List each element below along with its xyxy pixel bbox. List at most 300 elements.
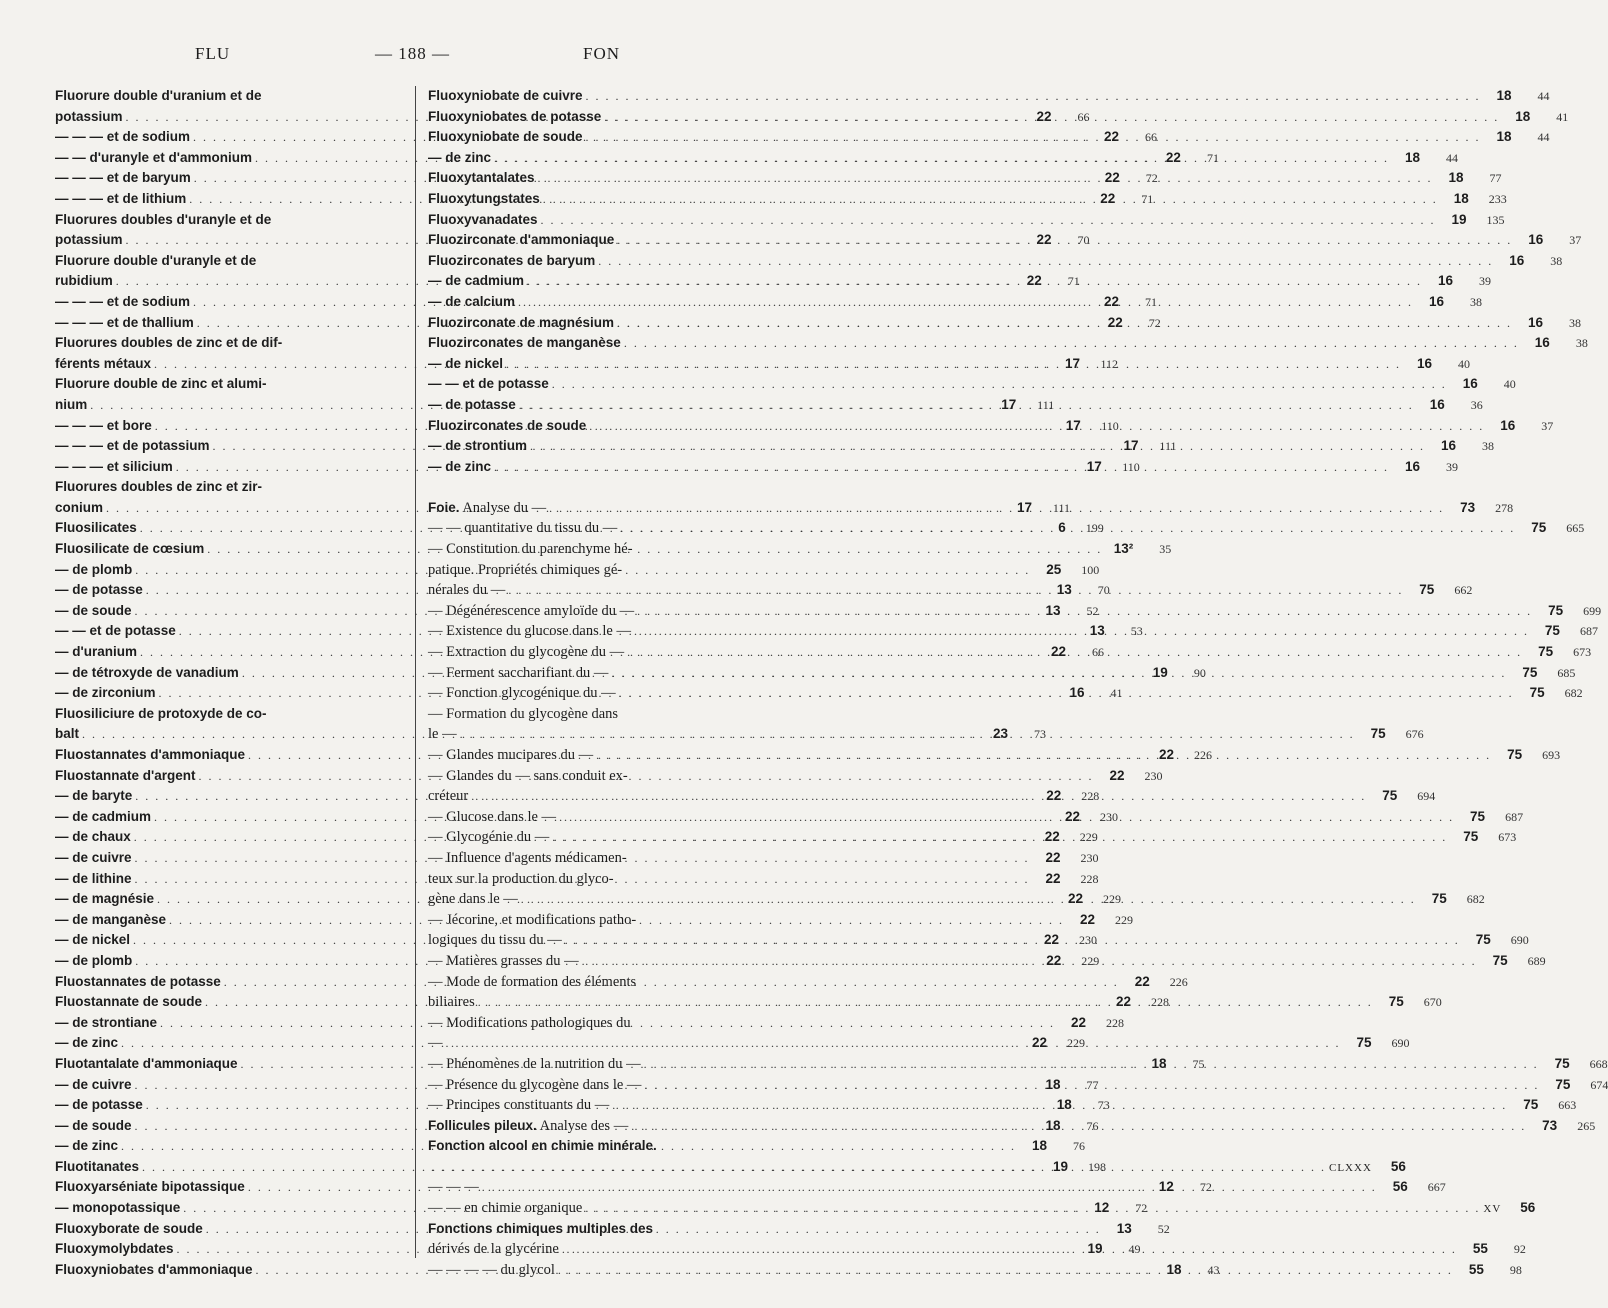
page-reference: 111 (1052, 500, 1071, 515)
index-entry (428, 251, 1563, 272)
leader-dots (604, 107, 1499, 128)
entry-term: Fonctions chimiques multiples des (428, 1220, 654, 1236)
page-reference: 35 (1159, 542, 1172, 557)
entry-term: Fluoxyvanadates (428, 211, 538, 227)
entry-term: — Matières grasses du — (428, 952, 579, 969)
index-entry (428, 1136, 782, 1157)
entry-term: gène dans le — (428, 891, 518, 908)
index-entry (428, 539, 782, 560)
index-entry (428, 848, 782, 869)
page-reference: 39 (1479, 274, 1492, 289)
entry-term: — — et de potasse (55, 623, 176, 639)
entry-term: — de cuivre (55, 1076, 132, 1092)
entry-term: — de potasse (55, 1097, 143, 1113)
volume-number: 16 (1509, 252, 1525, 268)
entry-term: balt (55, 726, 80, 742)
leader-dots (431, 1157, 1326, 1178)
leader-dots (617, 230, 1512, 251)
page-reference: 229 (1079, 830, 1098, 845)
page-reference: 39 (1446, 459, 1459, 474)
volume-number: 22 (1134, 973, 1150, 989)
page-reference: 71 (1141, 191, 1154, 206)
volume-number: 55 (1472, 1241, 1488, 1257)
leader-dots (644, 1075, 1539, 1096)
page-reference: 49 (1128, 1242, 1141, 1257)
leader-dots (549, 498, 1444, 519)
volume-number: 19 (1087, 1241, 1103, 1257)
leader-dots (518, 292, 1413, 313)
volume-number: 18 (1515, 108, 1531, 124)
page-reference: 135 (1486, 212, 1505, 227)
page-reference: 228 (1080, 871, 1099, 886)
page-reference: 71 (1067, 274, 1080, 289)
page-reference: 75 (1192, 1056, 1205, 1071)
page-reference: 229 (1115, 912, 1134, 927)
entry-term: — — — et bore (55, 417, 152, 433)
entry-term: — de soude (55, 602, 132, 618)
index-entry (428, 1013, 782, 1034)
volume-number: 19 (1052, 1158, 1069, 1174)
entry-term: Fluozirconates de manganèse (428, 335, 621, 351)
volume-number: 13 (1116, 1220, 1132, 1236)
leader-dots (478, 992, 1373, 1013)
page-reference: 52 (1157, 1221, 1170, 1236)
volume-number: 16 (1528, 314, 1544, 330)
entry-term: potassium (55, 108, 123, 124)
index-entry (428, 910, 782, 931)
page-reference: 230 (1144, 768, 1163, 783)
page-reference: 668 (1589, 1056, 1608, 1071)
leader-dots (624, 333, 1519, 354)
volume-number: 13 (1045, 602, 1061, 618)
entry-term: — Constitution du parenchyme hé- (428, 541, 633, 558)
volume-number: 22 (1031, 1035, 1048, 1051)
page-reference: 41 (1556, 109, 1569, 124)
volume-number: 22 (1116, 994, 1132, 1010)
page-reference: 66 (1091, 645, 1104, 660)
volume-number: 16 (1440, 438, 1457, 454)
entry-term: dérivés de la glycérine (428, 1241, 559, 1258)
leader-dots (562, 1239, 1457, 1260)
entry-term: Fluorure double d'uranium et de (55, 88, 262, 103)
entry-term: — de manganèse (55, 911, 167, 927)
volume-number: 16 (1534, 335, 1550, 351)
entry-term: rubidium (55, 273, 113, 289)
page-header (55, 44, 770, 70)
index-entry (55, 1177, 1212, 1198)
volume-number: 75 (1370, 726, 1386, 742)
leader-dots (582, 951, 1477, 972)
page-reference: 685 (1557, 665, 1576, 680)
page-reference: 72 (1135, 1201, 1148, 1216)
entry-term: — — — (428, 1179, 479, 1196)
entry-term: — de zinc (428, 458, 492, 474)
leader-dots (494, 148, 1389, 169)
entry-term: — de lithine (55, 870, 132, 886)
header-left-term: FLU (195, 44, 231, 63)
leader-dots (617, 313, 1512, 334)
page-reference: 71 (1145, 294, 1158, 309)
entry-term: — Extraction du glycogène du — (428, 644, 625, 661)
volume-number: 16 (1069, 685, 1085, 701)
entry-term: — de cadmium (428, 273, 525, 289)
volume-number: 22 (1100, 190, 1116, 206)
entry-term: — de calcium (428, 293, 516, 309)
volume-number: 75 (1538, 644, 1554, 660)
index-entry (55, 210, 405, 231)
index-entry (428, 374, 1516, 395)
volume-number: 13² (1113, 541, 1134, 557)
volume-number: 12 (1094, 1200, 1110, 1216)
entry-term: Fluoxyborate de soude (55, 1220, 203, 1236)
page-reference: 43 (1207, 1262, 1220, 1277)
leader-dots (552, 827, 1447, 848)
entry-term: patique. Propriétés chimiques gé- (428, 561, 623, 578)
entry-term: — — — — du glycol (428, 1261, 555, 1278)
entry-term: — Fonction glycogénique du — (428, 685, 616, 702)
volume-number: 19 (1451, 211, 1467, 227)
entry-term: — monopotassique (55, 1200, 181, 1216)
volume-number: 16 (1462, 376, 1478, 392)
volume-number: 22 (1103, 129, 1120, 145)
entry-term: — Principes constituants du — (428, 1097, 610, 1114)
volume-number: 22 (1107, 314, 1123, 330)
volume-number: 75 (1531, 520, 1547, 536)
entry-term: Fluozirconate d'ammoniaque (428, 232, 615, 248)
page-reference: 228 (1081, 789, 1100, 804)
entry-term: potassium (55, 232, 123, 248)
entry-term: — de strontiane (55, 1014, 158, 1030)
page-reference: 676 (1405, 727, 1424, 742)
volume-number: 22 (1080, 911, 1096, 927)
entry-term: — Dégénérescence amyloïde du — (428, 602, 635, 619)
entry-term: Fluorure double de zinc et alumi- (55, 376, 267, 392)
page-reference: 229 (1067, 1036, 1086, 1051)
volume-number: 73 (1542, 1117, 1558, 1133)
entry-term: — Glandes mucipares du — (428, 747, 594, 763)
volume-number: 75 (1555, 1076, 1571, 1092)
entry-term: — de zinc (55, 1035, 119, 1051)
volume-number: 22 (1046, 788, 1062, 804)
entry-term: — Glucose dans le — (428, 808, 557, 825)
volume-number: 75 (1356, 1035, 1372, 1051)
volume-number: 75 (1548, 602, 1564, 618)
entry-term: Fluosilicates (55, 520, 137, 536)
page-reference: 76 (1073, 1139, 1086, 1154)
volume-number: 17 (1065, 355, 1081, 371)
index-entry (55, 704, 405, 725)
page-reference: 38 (1569, 315, 1582, 330)
leader-dots (631, 1116, 1526, 1137)
entry-term: — de potasse (428, 396, 516, 412)
volume-number: 17 (1016, 499, 1033, 515)
volume-number: 75 (1492, 952, 1508, 968)
index-entry (428, 972, 782, 993)
volume-number: 22 (1165, 149, 1181, 165)
entry-term: créteur (428, 788, 469, 805)
volume-number: 75 (1463, 829, 1479, 845)
volume-number: 16 (1500, 417, 1516, 433)
entry-term: — (428, 1035, 443, 1052)
page-reference: 77 (1489, 171, 1502, 186)
entry-term: — Mode de formation des éléments (428, 973, 637, 990)
leader-dots (627, 642, 1522, 663)
entry-term: Foie. Analyse du — (428, 499, 547, 516)
page-reference: 690 (1510, 933, 1529, 948)
volume-number: 56 (1390, 1158, 1406, 1174)
volume-number: 22 (1103, 293, 1120, 309)
entry-term: — de zinc (428, 149, 492, 165)
page-reference: 92 (1513, 1242, 1526, 1257)
entry-term: teux sur la production du glyco- (428, 870, 614, 887)
leader-dots (521, 889, 1416, 910)
page-reference: 76 (1086, 1118, 1099, 1133)
entry-term: — — — et de sodium (55, 293, 191, 309)
volume-number: 18 (1496, 88, 1512, 103)
page-reference: 40 (1503, 377, 1516, 392)
entry-term: — d'uranium (55, 644, 137, 660)
entry-term: Fluotitanates (55, 1158, 140, 1174)
volume-number: 75 (1419, 582, 1435, 598)
index-entry (428, 210, 1505, 231)
page-reference: 70 (1077, 233, 1090, 248)
page-reference: 662 (1454, 583, 1473, 598)
index-entry (428, 704, 782, 725)
page-reference: 38 (1482, 439, 1495, 454)
volume-number: 18 (1453, 190, 1469, 206)
volume-number: 22 (1036, 108, 1052, 124)
entry-term: — de cuivre (55, 849, 132, 865)
page-reference: 233 (1488, 191, 1507, 206)
volume-number: 18 (1496, 129, 1512, 145)
page-reference: 110 (1101, 418, 1119, 433)
volume-number: 22 (1104, 170, 1120, 186)
page-reference: 40 (1458, 356, 1471, 371)
entry-term: — Modifications pathologiques du (428, 1014, 631, 1031)
page-reference: 682 (1466, 892, 1485, 907)
header-right-term: FON (582, 44, 620, 63)
entry-term: Fluostannate d'argent (55, 767, 196, 783)
page-reference: 53 (1130, 624, 1143, 639)
entry-term: Fluoxytantalates (428, 170, 535, 186)
volume-number: 16 (1438, 273, 1454, 289)
index-entry (428, 86, 1550, 107)
page-reference: 111 (1159, 439, 1177, 454)
leader-dots (538, 168, 1433, 189)
page-reference: 693 (1542, 748, 1561, 762)
entry-term: — Glandes du — sans conduit ex- (428, 767, 628, 784)
entry-term: — de magnésie (55, 891, 155, 907)
index-entry (428, 1219, 782, 1240)
volume-number: 17 (1123, 438, 1139, 454)
entry-term: Fluotantalate d'ammoniaque (55, 1055, 238, 1071)
volume-number: 18 (1056, 1097, 1072, 1113)
leader-dots (559, 807, 1454, 828)
entry-term: — de plomb (55, 952, 133, 968)
entry-term: — — — et de lithium (55, 190, 187, 206)
leader-dots (552, 374, 1447, 395)
page-reference: 673 (1573, 645, 1592, 660)
volume-number: 75 (1523, 1097, 1539, 1113)
volume-number: 22 (1068, 891, 1084, 907)
volume-number: 16 (1528, 232, 1544, 248)
volume-number: 75 (1382, 788, 1398, 804)
entry-term: — Présence du glycogène dans le — (428, 1076, 642, 1093)
entry-term: — de chaux (55, 829, 131, 845)
entry-term: — — — et de thallium (55, 314, 194, 330)
entry-term: Fluozirconates de soude (428, 417, 587, 433)
leader-dots (586, 127, 1481, 148)
leader-dots (565, 930, 1460, 951)
entry-term: — de cadmium (55, 808, 152, 824)
index-entry (55, 1157, 1107, 1178)
entry-term: — Formation du glycogène dans (428, 705, 619, 722)
entry-term: — Glycogénie du — (428, 829, 550, 846)
page-reference: 699 (1583, 603, 1602, 618)
volume-number: 75 (1507, 747, 1523, 762)
page-reference: 66 (1077, 109, 1090, 124)
entry-term: Fluoxytungstates (428, 190, 540, 206)
leader-dots (596, 745, 1491, 766)
entry-term: — de baryte (55, 788, 133, 804)
volume-number: 16 (1404, 458, 1421, 474)
volume-number: 17 (1001, 396, 1017, 412)
volume-number: 12 (1158, 1179, 1174, 1195)
leader-dots (543, 189, 1438, 210)
page-reference: 278 (1495, 500, 1514, 515)
page-reference: 689 (1527, 953, 1546, 968)
page-reference: 673 (1498, 830, 1517, 845)
leader-dots (482, 1177, 1377, 1198)
volume-number: 13 (1056, 582, 1072, 598)
entry-term: férents métaux (55, 355, 152, 371)
page-reference: 37 (1541, 418, 1554, 433)
entry-term: biliaires (428, 994, 475, 1011)
page-reference: 44 (1537, 130, 1550, 145)
leader-dots (506, 354, 1401, 375)
entry-term: — de strontium (428, 438, 528, 454)
entry-term: Fluorure double d'uranyle et de (55, 252, 257, 268)
page-reference: 230 (1100, 809, 1119, 824)
entry-term: — — d'uranyle et d'ammonium (55, 149, 252, 165)
page-reference: 226 (1194, 748, 1212, 762)
volume-number: 75 (1522, 664, 1538, 680)
entry-term: — de soude (55, 1117, 132, 1133)
page-reference: 674 (1590, 1077, 1608, 1092)
page-reference: 663 (1558, 1098, 1577, 1113)
entry-term: — — quantitative du tissu du — (428, 520, 618, 537)
entry-term: — de nickel (55, 932, 131, 948)
page-reference: 37 (1569, 233, 1582, 248)
volume-number: 55 (1468, 1261, 1484, 1277)
volume-number: 75 (1544, 623, 1560, 639)
leader-dots (519, 395, 1414, 416)
index-entry (428, 560, 782, 581)
entry-term: nium (55, 396, 88, 412)
volume-number: 22 (1045, 849, 1061, 865)
entry-term: nérales du — (428, 582, 506, 599)
leader-dots (634, 621, 1529, 642)
volume-number: 75 (1431, 891, 1447, 907)
page-reference: 41 (1110, 686, 1123, 701)
page-reference: 110 (1122, 459, 1140, 474)
page-reference: 670 (1423, 995, 1442, 1010)
leader-dots (611, 663, 1506, 684)
entry-term: logiques du tissu du — (428, 932, 562, 949)
page-reference: 665 (1566, 521, 1585, 536)
entry-term: — de zirconium (55, 685, 156, 701)
entry-term: Fluosilicate de cœsium (55, 541, 205, 557)
roman-page: XV (1483, 1203, 1502, 1216)
page-reference: 70 (1097, 583, 1110, 598)
volume-number: 22 (1026, 273, 1042, 289)
entry-term: Fluoxyniobate de soude (428, 129, 583, 145)
leader-dots (471, 786, 1366, 807)
volume-number: 18 (1031, 1138, 1048, 1154)
volume-number: 22 (1045, 870, 1061, 886)
page-reference: 38 (1575, 336, 1588, 351)
leader-dots (612, 1095, 1507, 1116)
leader-dots (619, 683, 1514, 704)
index-entry (428, 333, 1588, 354)
volume-number: 6 (1058, 520, 1066, 536)
index-spacer (428, 477, 782, 498)
leader-dots (527, 271, 1422, 292)
entry-term: Fluostannates d'ammoniaque (55, 747, 245, 762)
entry-term: — de potasse (55, 582, 143, 598)
volume-number: 22 (1070, 1014, 1087, 1030)
entry-term: Follicules pileux. Analyse des — (428, 1117, 629, 1134)
entry-term: Fluostannates de potasse (55, 973, 221, 989)
volume-number: 16 (1429, 293, 1445, 309)
entry-term: — — — et de potassium (55, 438, 210, 454)
volume-number: 56 (1520, 1200, 1536, 1216)
index-entry (55, 333, 405, 354)
volume-number: 73 (1460, 499, 1476, 515)
page-reference: 77 (1086, 1077, 1099, 1092)
entry-term: — de tétroxyde de vanadium (55, 664, 239, 680)
leader-dots (558, 1260, 1453, 1281)
index-entry (55, 477, 405, 498)
volume-number: 75 (1475, 932, 1491, 948)
page-reference: 229 (1103, 892, 1122, 907)
entry-term: Fluorures doubles de zinc et de dif- (55, 335, 283, 351)
leader-dots (620, 518, 1515, 539)
page-number: — 188 — (375, 44, 450, 63)
volume-number: 75 (1529, 685, 1545, 701)
page-reference: 38 (1470, 294, 1483, 309)
volume-number: 13 (1089, 623, 1105, 639)
entry-term: — Existence du glucose dans le — (428, 623, 631, 640)
page-reference: 72 (1145, 171, 1158, 186)
page-reference: 229 (1081, 953, 1100, 968)
leader-dots (541, 210, 1436, 231)
volume-number: 18 (1404, 149, 1421, 165)
leader-dots (446, 1033, 1341, 1054)
entry-term: Fluoxyarséniate bipotassique (55, 1179, 245, 1195)
entry-term: — — — et de sodium (55, 129, 191, 145)
volume-number: 25 (1046, 561, 1062, 577)
leader-dots (637, 601, 1532, 622)
page-reference: 111 (1037, 397, 1055, 412)
entry-term: — de zinc (55, 1138, 119, 1154)
page-reference: 667 (1427, 1180, 1446, 1195)
entry-term: Fluozirconates de baryum (428, 252, 596, 268)
volume-number: 16 (1429, 396, 1445, 412)
volume-number: 18 (1151, 1055, 1167, 1071)
page-reference: 682 (1564, 686, 1583, 701)
entry-term: — Jécorine, et modifications patho- (428, 911, 637, 928)
